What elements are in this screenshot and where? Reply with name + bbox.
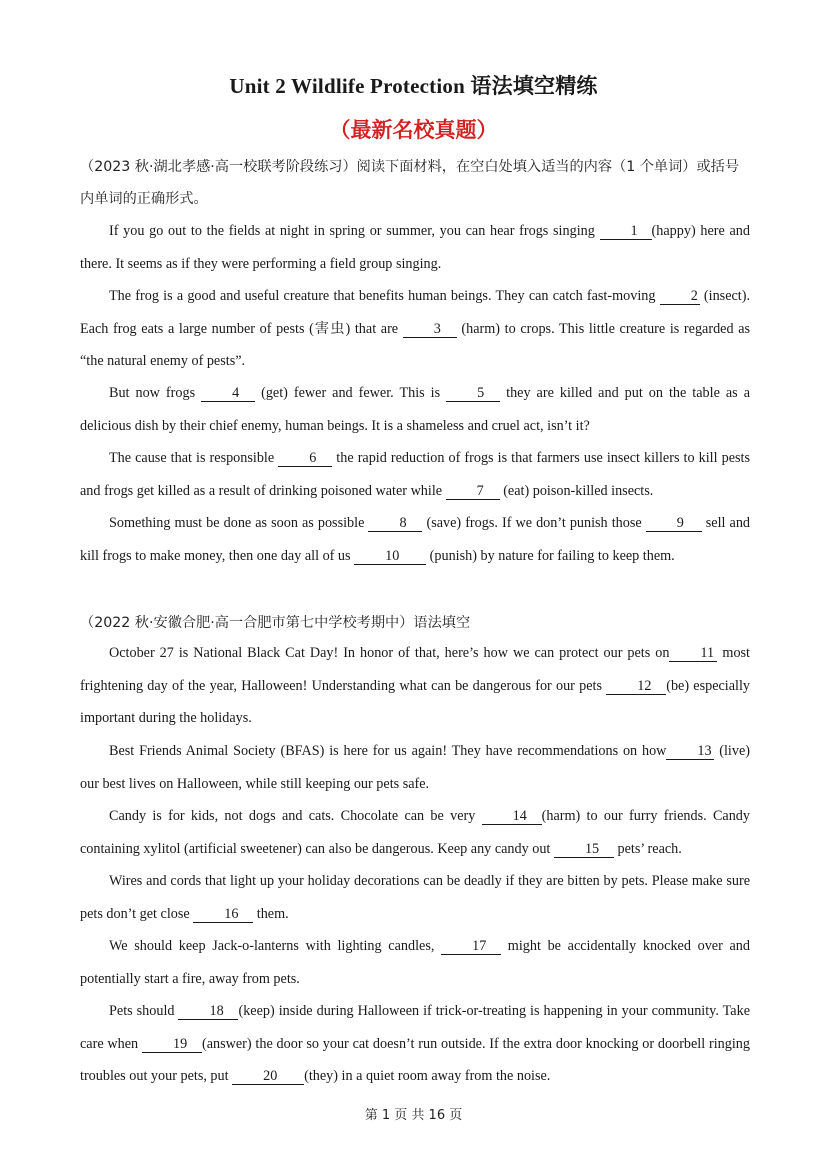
page-footer: 第 1 页 共 16 页 (364, 1108, 463, 1123)
section1-paragraph-4: The cause that is responsible 6 the rapid reduction of frogs is that farmers use insect killers to kill pests and frogs get killed as a result of drinking poisoned water while 7 (eat) poison-killed insects. (80, 450, 750, 499)
blank-14[interactable]: 14 (482, 809, 542, 825)
blank-5[interactable]: 5 (446, 386, 500, 402)
blank-2[interactable]: 2 (660, 289, 700, 305)
section1-paragraph-2: The frog is a good and useful creature that benefits human beings. They can catch fast-moving 2 (insect). Each frog eats a large number of pests (害虫) that are 3 (harm) to crops. This little creature is regarded as “the natural enemy of pests”. (80, 288, 751, 369)
section1-paragraph-1: If you go out to the fields at night in spring or summer, you can hear frogs singing 1 (happy) here and there. It seems as if they were performing a field group singing. (80, 223, 750, 272)
blank-12[interactable]: 12 (606, 679, 666, 695)
blank-4[interactable]: 4 (201, 386, 255, 402)
blank-1[interactable]: 1 (600, 224, 652, 240)
blank-11[interactable]: 11 (669, 646, 717, 662)
blank-9[interactable]: 9 (646, 516, 702, 532)
blank-7[interactable]: 7 (446, 484, 500, 500)
blank-18[interactable]: 18 (178, 1004, 238, 1020)
section2-paragraph-2: Best Friends Animal Society (BFAS) is here for us again! They have recommendations on how 13 (live) our best lives on Halloween, while still keeping our pets safe. (80, 743, 750, 792)
section2-paragraph-4: Wires and cords that light up your holiday decorations can be deadly if they are bitten by pets. Please make sure pets don’t get close 16 them. (80, 873, 750, 922)
blank-6[interactable]: 6 (278, 451, 332, 467)
blank-10[interactable]: 10 (354, 549, 426, 565)
blank-20[interactable]: 20 (232, 1069, 304, 1085)
section1-instructions: 内单词的正确形式。 (80, 191, 208, 207)
section1-paragraph-3: But now frogs 4 (get) fewer and fewer. This is 5 they are killed and put on the table as a delicious dish by their chief enemy, human beings. It is a shameless and cruel act, isn’t it? (80, 385, 750, 434)
blank-16[interactable]: 16 (193, 907, 253, 923)
blank-8[interactable]: 8 (368, 516, 422, 532)
section2-paragraph-5: We should keep Jack-o-lanterns with lighting candles, 17 might be accidentally knocked over and potentially start a fire, away from pets. (80, 938, 750, 987)
page-title: Unit 2 Wildlife Protection 语法填空精练 (229, 74, 598, 98)
section2-paragraph-1: October 27 is National Black Cat Day! In honor of that, here’s how we can protect our pets on 11 most frightening day of the year, Halloween! Understanding what can be dangerous for our pets 12 (be) especially important during the holidays. (80, 645, 751, 726)
section2-paragraph-3: Candy is for kids, not dogs and cats. Chocolate can be very 14 (harm) to our furry friends. Candy containing xylitol (artificial sweetener) can also be dangerous. Keep any candy out 15 pets’ reach. (80, 808, 750, 857)
page-subtitle: （最新名校真题） (329, 118, 498, 142)
section2-source: （2022 秋·安徽合肥·高一合肥市第七中学校考期中）语法填空 (80, 615, 471, 631)
blank-3[interactable]: 3 (403, 322, 457, 338)
blank-15[interactable]: 15 (554, 842, 614, 858)
section1-paragraph-5: Something must be done as soon as possible 8 (save) frogs. If we don’t punish those 9 sell and kill frogs to make money, then one day all of us 10 (punish) by nature for failing to keep them. (80, 515, 751, 564)
blank-19[interactable]: 19 (142, 1037, 202, 1053)
blank-17[interactable]: 17 (441, 939, 501, 955)
blank-13[interactable]: 13 (666, 744, 714, 760)
section1-source: （2023 秋·湖北孝感·高一校联考阶段练习）阅读下面材料，在空白处填入适当的内容（1 个单词）或括号 (80, 159, 740, 175)
section2-paragraph-6: Pets should 18 (keep) inside during Halloween if trick-or-treating is happening in your community. Take care when 19 (answer) the door so your cat doesn’t run outside. If the extra door knocking or doorbell ringing troubles out your pets, put 20 (they) in a quiet room away from the noise. (80, 1003, 750, 1084)
